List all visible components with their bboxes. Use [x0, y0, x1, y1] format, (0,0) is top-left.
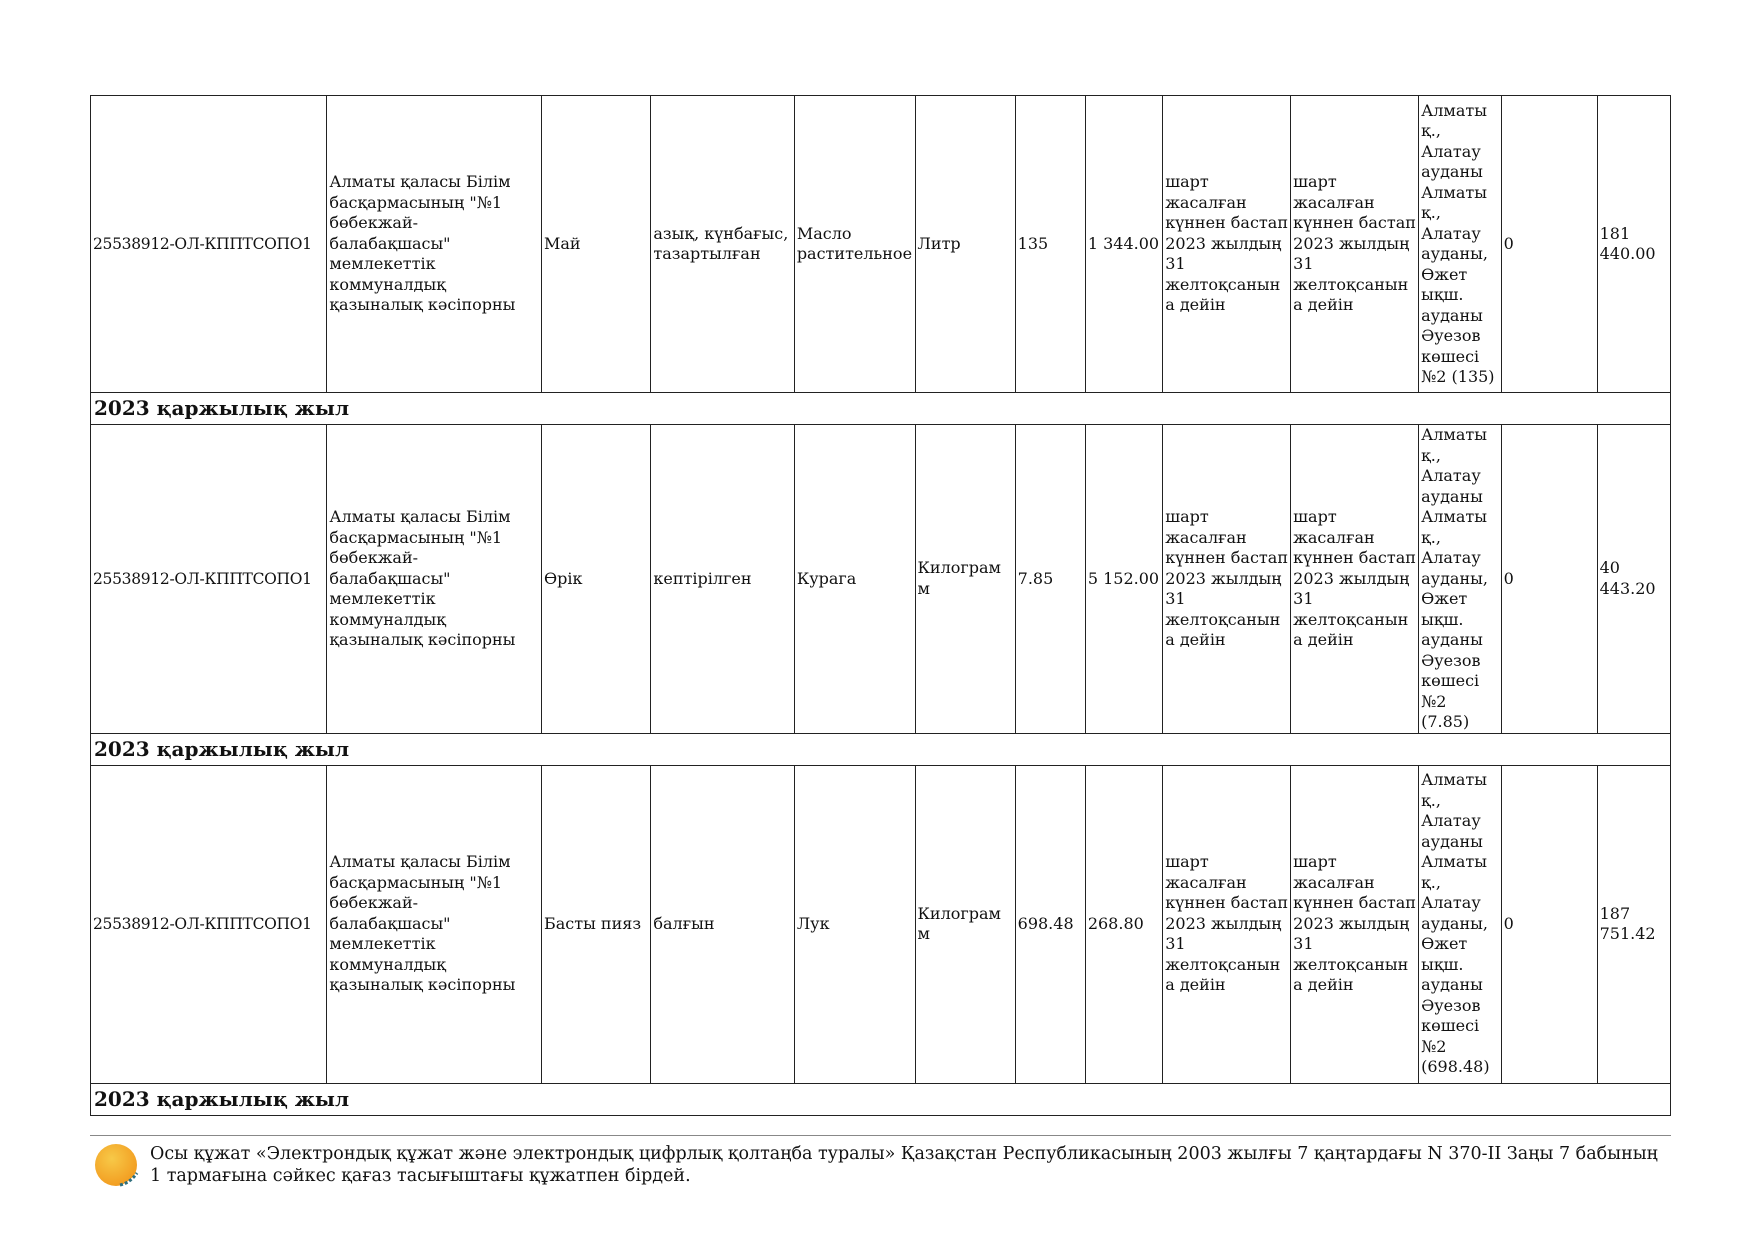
delivery-term-cell: шарт жасалған күннен бастап 2023 жылдың 31 желтоқсанына дейін [1163, 425, 1291, 734]
advance-cell: 0 [1501, 96, 1597, 393]
total-cell: 40 443.20 [1597, 425, 1670, 734]
fiscal-year-label: 2023 қаржылық жыл [91, 393, 1671, 425]
table-row [91, 765, 1671, 1083]
quantity-cell: 135 [1015, 96, 1085, 393]
total-cell: 181 440.00 [1597, 96, 1670, 393]
delivery-term-cell: шарт жасалған күннен бастап 2023 жылдың 31 желтоқсанына дейін [1163, 765, 1291, 1083]
procurement-plan-table [90, 95, 1671, 1116]
item-name-ru-cell: Лук [794, 765, 915, 1083]
table-row [91, 96, 1671, 393]
quantity-cell: 7.85 [1015, 425, 1085, 734]
price-cell: 268.80 [1085, 765, 1162, 1083]
legal-notice-text: Осы құжат «Электрондық құжат және электрондық цифрлық қолтаңба туралы» Қазақстан Республикасының 2003 жылғы 7 қаңтардағы N 370-II Заңы 7 бабының 1 тармағына сәйкес қағаз тасығыштағы құжатпен бірдей. [150, 1144, 1658, 1186]
characteristics-cell: кептірілген [651, 425, 794, 734]
delivery-place-cell: Алматы қ., Алатау ауданы Алматы қ., Алатау ауданы, Өжет ықш. ауданы Әуезов көшесі №2 (7.85) [1419, 425, 1502, 734]
plan-id-cell: 25538912-ОЛ-КППТСОПО1 [91, 96, 327, 393]
price-cell: 1 344.00 [1085, 96, 1162, 393]
document-footer [90, 1135, 1671, 1186]
quantity-cell: 698.48 [1015, 765, 1085, 1083]
fiscal-year-label: 2023 қаржылық жыл [91, 1083, 1671, 1115]
price-cell: 5 152.00 [1085, 425, 1162, 734]
characteristics-cell: балғын [651, 765, 794, 1083]
plan-id-cell: 25538912-ОЛ-КППТСОПО1 [91, 765, 327, 1083]
customer-cell: Алматы қаласы Білім басқармасының "№1 бөбекжай-балабақшасы" мемлекеттік коммуналдық қазыналық кәсіпорны [327, 425, 542, 734]
customer-cell: Алматы қаласы Білім басқармасының "№1 бөбекжай-балабақшасы" мемлекеттік коммуналдық қазыналық кәсіпорны [327, 96, 542, 393]
fiscal-year-row [91, 393, 1671, 425]
table-row [91, 425, 1671, 734]
item-name-cell: Май [541, 96, 650, 393]
advance-cell: 0 [1501, 425, 1597, 734]
characteristics-cell: азық, күнбағыс, тазартылған [651, 96, 794, 393]
delivery-term-cell: шарт жасалған күннен бастап 2023 жылдың 31 желтоқсанына дейін [1163, 96, 1291, 393]
unit-cell: Килограмм [915, 765, 1015, 1083]
unit-cell: Килограмм [915, 425, 1015, 734]
advance-cell: 0 [1501, 765, 1597, 1083]
total-cell: 187 751.42 [1597, 765, 1670, 1083]
delivery-place-cell: Алматы қ., Алатау ауданы Алматы қ., Алатау ауданы, Өжет ықш. ауданы Әуезов көшесі №2 (135) [1419, 96, 1502, 393]
item-name-cell: Өрік [541, 425, 650, 734]
unit-cell: Литр [915, 96, 1015, 393]
item-name-ru-cell: Масло растительное [794, 96, 915, 393]
fiscal-year-label: 2023 қаржылық жыл [91, 733, 1671, 765]
delivery-place-cell: Алматы қ., Алатау ауданы Алматы қ., Алатау ауданы, Өжет ықш. ауданы Әуезов көшесі №2 (698.48) [1419, 765, 1502, 1083]
fiscal-year-row [91, 1083, 1671, 1115]
egov-sun-logo-icon [94, 1141, 142, 1189]
contract-term-cell: шарт жасалған күннен бастап 2023 жылдың 31 желтоқсанына дейін [1291, 765, 1419, 1083]
contract-term-cell: шарт жасалған күннен бастап 2023 жылдың 31 желтоқсанына дейін [1291, 96, 1419, 393]
item-name-ru-cell: Курага [794, 425, 915, 734]
fiscal-year-row [91, 733, 1671, 765]
contract-term-cell: шарт жасалған күннен бастап 2023 жылдың 31 желтоқсанына дейін [1291, 425, 1419, 734]
customer-cell: Алматы қаласы Білім басқармасының "№1 бөбекжай-балабақшасы" мемлекеттік коммуналдық қазыналық кәсіпорны [327, 765, 542, 1083]
plan-id-cell: 25538912-ОЛ-КППТСОПО1 [91, 425, 327, 734]
item-name-cell: Басты пияз [541, 765, 650, 1083]
